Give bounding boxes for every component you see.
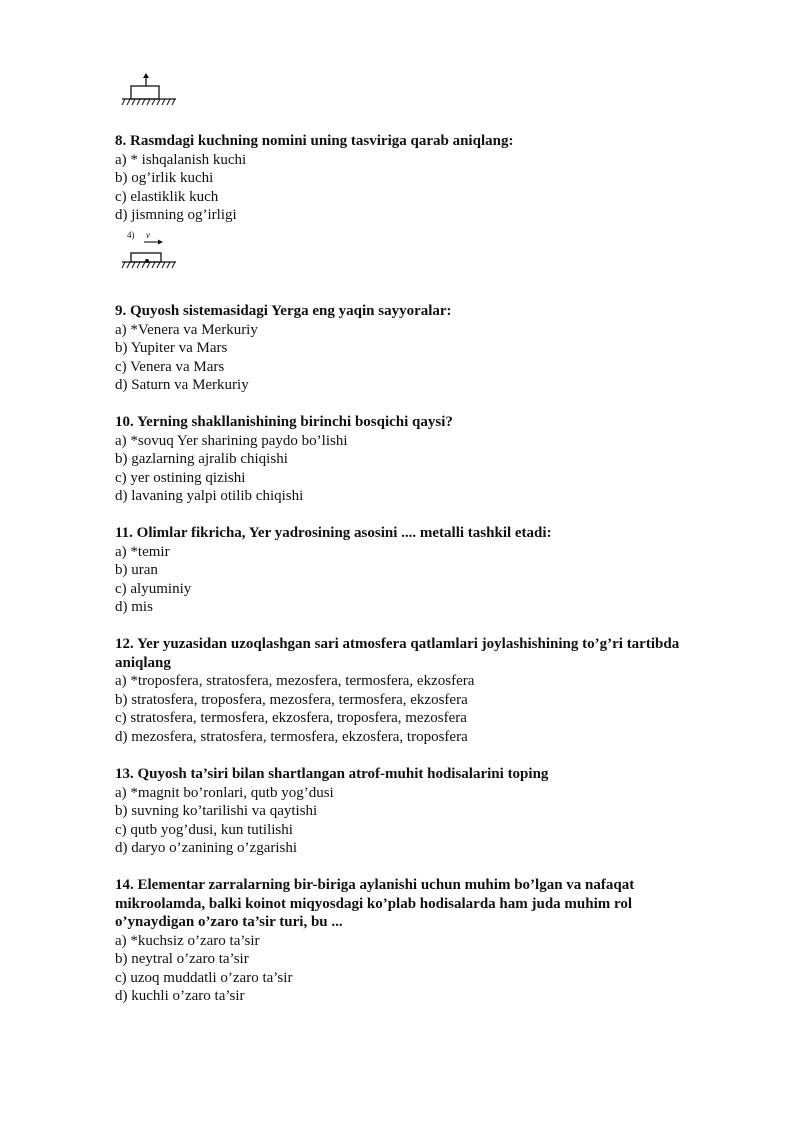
option-a: a) *Venera va Merkuriy <box>115 321 258 338</box>
option-d: d) jismning og’irligi <box>115 207 237 223</box>
question-text-line-2: aniqlang <box>115 654 171 671</box>
option-b: b) stratosfera, troposfera, mezosfera, termosfera, ekzosfera <box>115 691 468 708</box>
option-a: a) *magnit bo’ronlari, qutb yog’dusi <box>115 784 334 801</box>
option-d: d) mis <box>115 599 153 615</box>
option-a: a) *sovuq Yer sharining paydo bo’lishi <box>115 432 348 449</box>
question-14 <box>115 876 735 1006</box>
option-d: d) lavaning yalpi otilib chiqishi <box>115 488 304 504</box>
question-12 <box>115 635 735 746</box>
question-text: 10. Yerning shakllanishining birinchi bosqichi qaysi? <box>115 414 453 430</box>
question-9 <box>115 302 735 395</box>
option-d: d) daryo o’zanining o’zgarishi <box>115 840 298 856</box>
option-a: a) * ishqalanish kuchi <box>115 151 247 168</box>
option-a: a) *temir <box>115 543 170 560</box>
option-a: a) *kuchsiz o’zaro ta’sir <box>115 932 260 949</box>
option-c: c) yer ostining qizishi <box>115 469 246 486</box>
question-10 <box>115 413 735 506</box>
question-text-line-2: mikroolamda, balki koinot miqyosdagi ko’plab hodisalarda ham juda muhim rol <box>115 895 633 912</box>
velocity-label: v <box>146 230 150 240</box>
option-b: b) og’irlik kuchi <box>115 170 214 186</box>
question-text: 8. Rasmdagi kuchning nomini uning tasviriga qarab aniqlang: <box>115 133 514 149</box>
block-on-surface-with-velocity-arrow-icon <box>120 228 182 272</box>
question-13 <box>115 765 735 858</box>
option-c: c) stratosfera, termosfera, ekzosfera, troposfera, mezosfera <box>115 710 467 726</box>
option-c: c) uzoq muddatli o’zaro ta’sir <box>115 969 293 986</box>
question-text-line-3: o’ynaydigan o’zaro ta’sir turi, bu ... <box>115 914 343 930</box>
option-c: c) elastiklik kuch <box>115 188 219 205</box>
option-c: c) qutb yog’dusi, kun tutilishi <box>115 821 293 838</box>
question-text: 13. Quyosh ta’siri bilan shartlangan atrof-muhit hodisalarini toping <box>115 766 549 782</box>
option-b: b) neytral o’zaro ta’sir <box>115 951 249 967</box>
question-8 <box>115 132 735 225</box>
question-text: 11. Olimlar fikricha, Yer yadrosining asosini .... metalli tashkil etadi: <box>115 525 552 541</box>
option-c: c) Venera va Mars <box>115 358 225 375</box>
option-d: d) Saturn va Merkuriy <box>115 377 249 393</box>
option-b: b) suvning ko’tarilishi va qaytishi <box>115 803 318 819</box>
figure-label: 4) <box>127 230 135 240</box>
option-b: b) uran <box>115 562 158 578</box>
option-d: d) mezosfera, stratosfera, termosfera, ekzosfera, troposfera <box>115 728 468 745</box>
option-b: b) Yupiter va Mars <box>115 340 228 356</box>
question-text-line-1: 14. Elementar zarralarning bir-biriga aylanishi uchun muhim bo’lgan va nafaqat <box>115 877 635 893</box>
option-c: c) alyuminiy <box>115 580 192 597</box>
option-d: d) kuchli o’zaro ta’sir <box>115 988 245 1004</box>
question-text-line-1: 12. Yer yuzasidan uzoqlashgan sari atmosfera qatlamlari joylashishining to’g’ri tartibda <box>115 636 680 652</box>
question-text: 9. Quyosh sistemasidagi Yerga eng yaqin sayyoralar: <box>115 303 452 319</box>
option-a: a) *troposfera, stratosfera, mezosfera, termosfera, ekzosfera <box>115 673 475 689</box>
question-11 <box>115 524 735 617</box>
block-on-surface-with-up-arrow-icon <box>120 72 180 108</box>
option-b: b) gazlarning ajralib chiqishi <box>115 451 288 467</box>
